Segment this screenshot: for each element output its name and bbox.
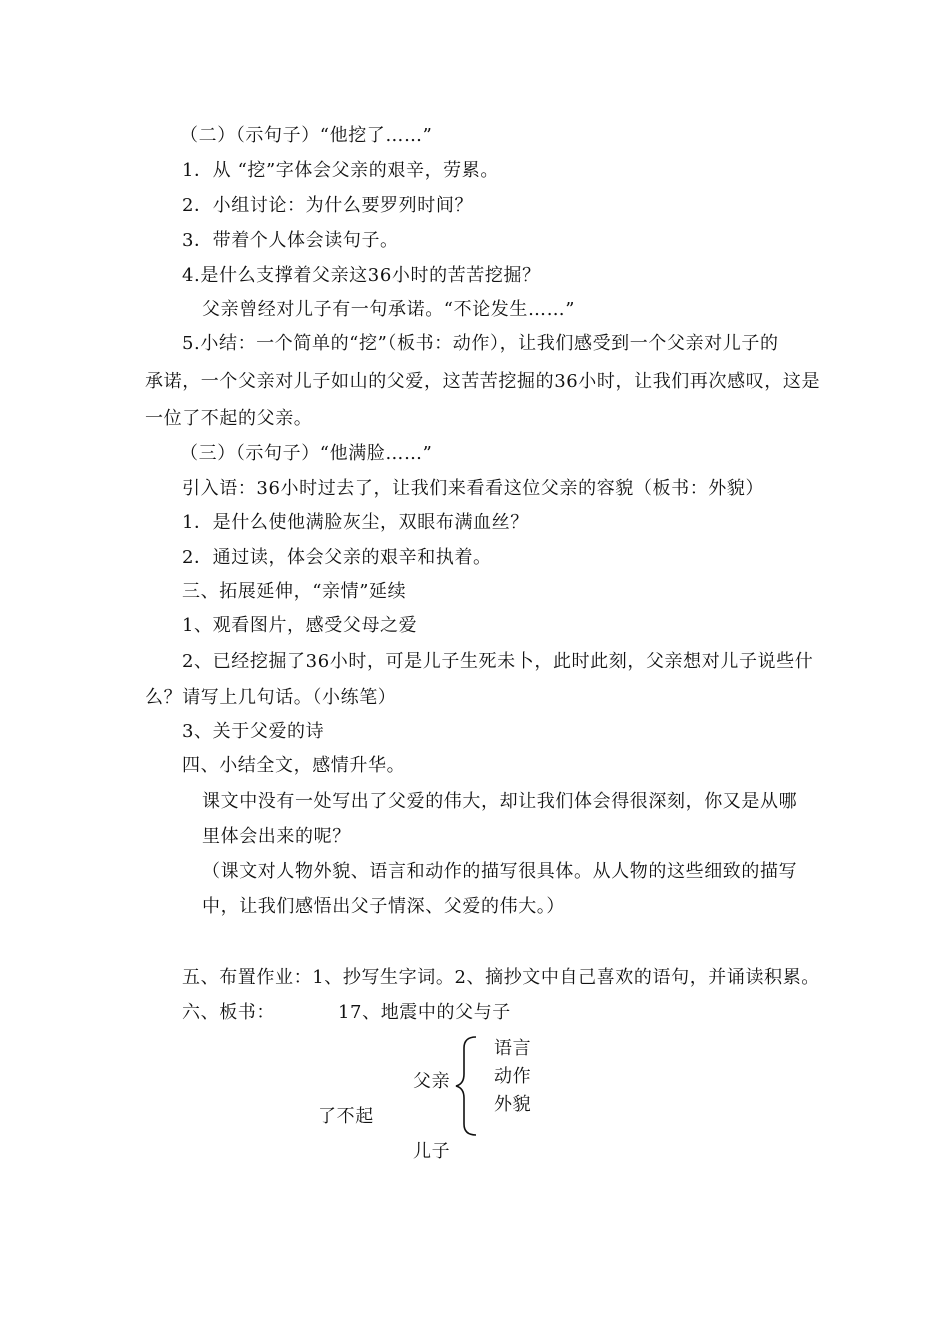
text-line: 2．小组讨论：为什么要罗列时间？ [182, 195, 474, 216]
text-line: 3．带着个人体会读句子。 [182, 230, 399, 251]
board-item-appearance: 外貌 [494, 1094, 532, 1115]
text-line: 引入语：36小时过去了，让我们来看看这位父亲的容貌（板书：外貌） [182, 478, 765, 499]
text-line: 2、已经挖掘了36小时，可是儿子生死未卜，此时此刻，父亲想对儿子说些什 [182, 651, 814, 672]
text-line: （三）（示句子）“他满脸……” [180, 443, 433, 464]
text-line: 一位了不起的父亲。 [145, 408, 313, 429]
text-line: （课文对人物外貌、语言和动作的描写很具体。从人物的这些细致的描写 [202, 861, 798, 882]
text-line: 里体会出来的呢？ [202, 826, 351, 847]
board-item-great: 了不起 [318, 1106, 374, 1127]
curly-brace-icon [454, 1034, 484, 1138]
text-line: 2．通过读，体会父亲的艰辛和执着。 [182, 547, 492, 568]
board-label: 六、板书： [182, 1002, 275, 1023]
text-line: 五、布置作业：1、抄写生字词。2、摘抄文中自己喜欢的语句，并诵读积累。 [182, 967, 820, 988]
text-line: （二）（示句子）“他挖了……” [180, 125, 433, 146]
text-line: 1．是什么使他满脸灰尘，双眼布满血丝？ [182, 512, 529, 533]
text-line: 3、关于父爱的诗 [182, 721, 325, 742]
text-line: 4.是什么支撑着父亲这36小时的苦苦挖掘？ [182, 265, 541, 286]
board-item-action: 动作 [494, 1066, 532, 1087]
text-line: 三、拓展延伸，“亲情”延续 [182, 581, 407, 602]
text-line: 1．从 “挖”字体会父亲的艰辛，劳累。 [182, 160, 499, 181]
text-line: 课文中没有一处写出了父爱的伟大，却让我们体会得很深刻，你又是从哪 [202, 791, 798, 812]
text-line: 四、小结全文，感情升华。 [182, 755, 406, 776]
text-line: 父亲曾经对儿子有一句承诺。“不论发生……” [202, 299, 576, 320]
text-line: 么？请写上几句话。（小练笔） [145, 687, 397, 708]
board-title: 17、地震中的父与子 [338, 1002, 511, 1023]
text-line: 1、观看图片，感受父母之爱 [182, 615, 418, 636]
text-line: 承诺，一个父亲对儿子如山的父爱，这苦苦挖掘的36小时，让我们再次感叹，这是 [145, 371, 821, 392]
board-item-son: 儿子 [413, 1141, 451, 1162]
text-line: 中，让我们感悟出父子情深、父爱的伟大。） [202, 896, 565, 917]
board-item-father: 父亲 [413, 1071, 451, 1092]
text-line: 5.小结：一个简单的“挖”（板书：动作），让我们感受到一个父亲对儿子的 [182, 333, 779, 354]
board-item-language: 语言 [494, 1038, 532, 1059]
